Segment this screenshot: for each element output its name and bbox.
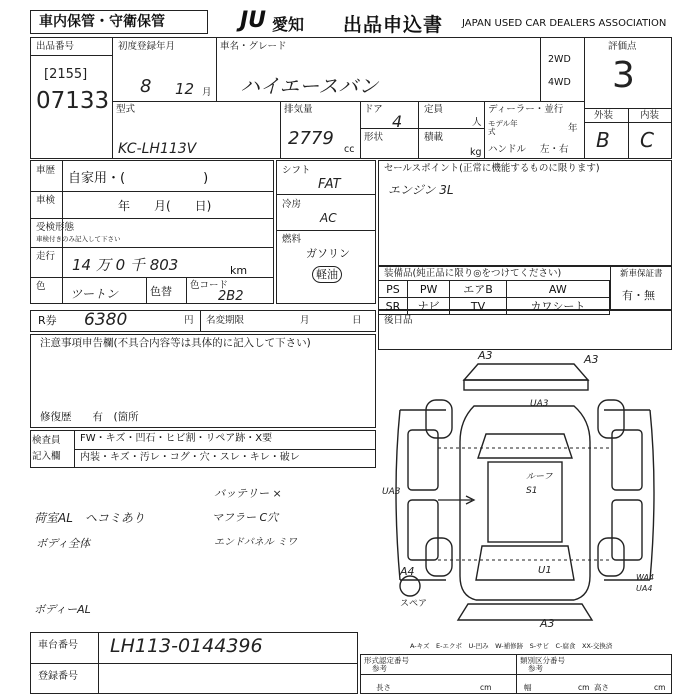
diagram-a3-bottom: A3 xyxy=(540,617,555,630)
damage-legend: A-キズ E-エクボ U-凹み W-補修跡 S-サビ C-腐食 XX-交換済 xyxy=(410,642,613,650)
post-date-block xyxy=(378,310,672,350)
equip-pw: PW xyxy=(407,281,449,298)
diagram-a3-top-right: A3 xyxy=(584,353,599,366)
cert-model-reference: 参考 xyxy=(372,664,387,673)
interior-row: 内装・キズ・汚レ・コグ・穴・スレ・キレ・破レ xyxy=(80,452,300,463)
color-replace-label: 色替 xyxy=(150,285,172,298)
type-class-label: 類別区分番号 xyxy=(520,656,565,665)
aircon-value: AC xyxy=(320,211,337,225)
chassis-number-label: 車台番号 xyxy=(38,640,78,651)
exterior-grade: B xyxy=(596,128,610,152)
notes-title: 注意事項申告欄(不具合内容等は具体的に記入して下さい) xyxy=(40,337,311,349)
sales-point-value: エンジン 3L xyxy=(388,183,454,197)
name-change-month: 月 xyxy=(300,315,310,326)
model-year-unit: 年 xyxy=(568,123,578,134)
rating-value: 3 xyxy=(612,55,635,96)
handle-lr: 左・右 xyxy=(540,144,569,155)
kg-unit: kg xyxy=(470,147,482,158)
warranty-label: 新車保証書 xyxy=(620,269,663,279)
recycle-yen: 円 xyxy=(184,315,194,326)
equip-ps: PS xyxy=(379,281,408,298)
brand-logo: JU xyxy=(240,8,267,33)
mileage-value: 14 万 0 千 803 xyxy=(72,256,179,274)
equipment-title: 装備品(純正品に限り◎をつけてください) xyxy=(384,268,562,279)
equip-tv: TV xyxy=(450,298,506,315)
chassis-number-value: LH113-0144396 xyxy=(110,635,263,657)
fuel-label: 燃料 xyxy=(282,234,302,245)
inspection-label: 車検 xyxy=(36,195,56,206)
mileage-unit: km xyxy=(230,264,248,277)
note-body-al: ボディーAL xyxy=(34,603,91,616)
shape-label: 形状 xyxy=(364,132,384,143)
warranty-options: 有・無 xyxy=(622,289,655,302)
doors-label: ドア xyxy=(364,104,383,115)
sales-point-label: セールスポイント(正常に機能するものに限ります) xyxy=(384,163,600,174)
model-code-label: 型式 xyxy=(116,104,136,115)
diagram-u1: U1 xyxy=(538,565,552,576)
equip-leather-seat: カワシート xyxy=(506,298,609,315)
displacement-value: 2779 xyxy=(288,128,334,149)
type-class-reference: 参考 xyxy=(528,664,543,673)
load-label: 積載 xyxy=(424,132,444,143)
mileage-label: 走行 xyxy=(36,251,56,262)
reg-year: 8 xyxy=(140,76,152,97)
fuel-value: ガソリン xyxy=(306,247,350,260)
height-unit: cm xyxy=(654,683,666,692)
note-end-panel: エンドパネル ミワ xyxy=(214,537,297,548)
equip-aw: AW xyxy=(506,281,609,298)
inspection-value: 年 月( 日) xyxy=(118,199,212,213)
interior-grade: C xyxy=(640,128,654,152)
displacement-unit: cc xyxy=(344,144,355,155)
note-cargo: 荷室AL ヘコミあり xyxy=(34,511,145,525)
name-change-day: 日 xyxy=(352,315,362,326)
diagram-wa4: WA4 UA4 xyxy=(636,573,655,594)
model-year-label: モデル年式 xyxy=(488,119,518,136)
recycle-block xyxy=(30,310,376,332)
capacity-label: 定員 xyxy=(424,104,444,115)
shift-label: シフト xyxy=(282,165,311,176)
equip-navi: ナビ xyxy=(407,298,449,315)
received-form-label: 受検形態 xyxy=(36,222,75,233)
drive-4wd: 4WD xyxy=(548,77,571,88)
diagram-a3-top-left: A3 xyxy=(478,349,493,362)
length-label: 長さ xyxy=(376,683,391,692)
color-label: 色 xyxy=(36,281,46,292)
sales-point-block xyxy=(378,160,672,266)
fuel-alt-value: 軽油 xyxy=(312,266,342,283)
fw-row: FW・キズ・凹石・ヒビ割・リペア跡・X要 xyxy=(80,433,273,444)
storage-title: 車内保管・守衛保管 xyxy=(39,14,165,30)
lot-number-label: 出品番号 xyxy=(36,41,75,52)
name-change-label: 名変期限 xyxy=(206,315,245,326)
cert-model-label: 形式認定番号 xyxy=(364,656,409,665)
spare-label: スペア xyxy=(400,599,428,609)
person-unit: 人 xyxy=(472,117,482,128)
post-date-label: 後日品 xyxy=(384,315,413,326)
color-code-label: 色コード xyxy=(190,280,229,291)
diagram-a4: A4 xyxy=(400,565,415,578)
storage-title-box xyxy=(30,10,208,34)
displacement-label: 排気量 xyxy=(284,104,313,115)
registration-number-label: 登録番号 xyxy=(38,671,78,682)
received-form-note: 車検付きのみ記入して下さい xyxy=(36,235,121,243)
history-value: 自家用・( ) xyxy=(68,171,209,186)
diagram-ua3: UA3 xyxy=(530,399,549,409)
dealer-parallel: ディーラー・並行 xyxy=(488,104,564,115)
repair-history: 修復歴 有 (箇所 xyxy=(40,411,139,423)
shift-value: FAT xyxy=(318,177,341,192)
note-bumper: ボディ全体 xyxy=(36,537,91,550)
doors-value: 4 xyxy=(392,112,403,131)
association-name: JAPAN USED CAR DEALERS ASSOCIATION xyxy=(462,18,667,29)
model-code-value: KC-LH113V xyxy=(118,141,197,157)
rating-label: 評価点 xyxy=(608,41,637,52)
reg-month-unit: 月 xyxy=(202,87,212,98)
brand-name: 愛知 xyxy=(272,15,305,34)
interior-label: 内装 xyxy=(640,110,660,121)
form-title: 出品申込書 xyxy=(343,14,444,36)
drive-2wd: 2WD xyxy=(548,54,571,65)
lot-bracket: [2155] xyxy=(44,67,88,82)
color-value: ツートン xyxy=(70,287,119,301)
aircon-label: 冷房 xyxy=(282,199,302,210)
diagram-roof: ルーフ S1 xyxy=(526,472,553,497)
history-label: 車歴 xyxy=(36,165,56,176)
note-muffler: マフラー C穴 xyxy=(212,511,279,524)
inspector-label: 検査員 xyxy=(32,435,61,446)
car-body-diagram xyxy=(378,350,672,630)
entry-label: 記入欄 xyxy=(32,451,61,462)
model-name: ハイエースバン xyxy=(240,74,379,98)
diagram-ua3-left: UA3 xyxy=(382,487,401,497)
height-label: 高さ xyxy=(594,683,609,692)
color-code-value: 2B2 xyxy=(218,289,244,304)
recycle-amount: 6380 xyxy=(84,310,128,330)
lot-number-value: 07133 xyxy=(36,88,110,114)
equip-sr: SR xyxy=(379,298,408,315)
note-battery: バッテリー × xyxy=(214,487,282,500)
exterior-label: 外装 xyxy=(594,110,614,121)
handle-label: ハンドル xyxy=(488,144,527,155)
recycle-label: R券 xyxy=(38,314,57,327)
width-label: 幅 xyxy=(524,683,532,692)
width-unit: cm xyxy=(578,683,590,692)
equip-airbag: エアB xyxy=(450,281,506,298)
first-registration-label: 初度登録年月 xyxy=(118,41,176,52)
length-unit: cm xyxy=(480,683,492,692)
model-name-label: 車名・グレード xyxy=(220,41,287,52)
reg-month: 12 xyxy=(175,80,195,98)
